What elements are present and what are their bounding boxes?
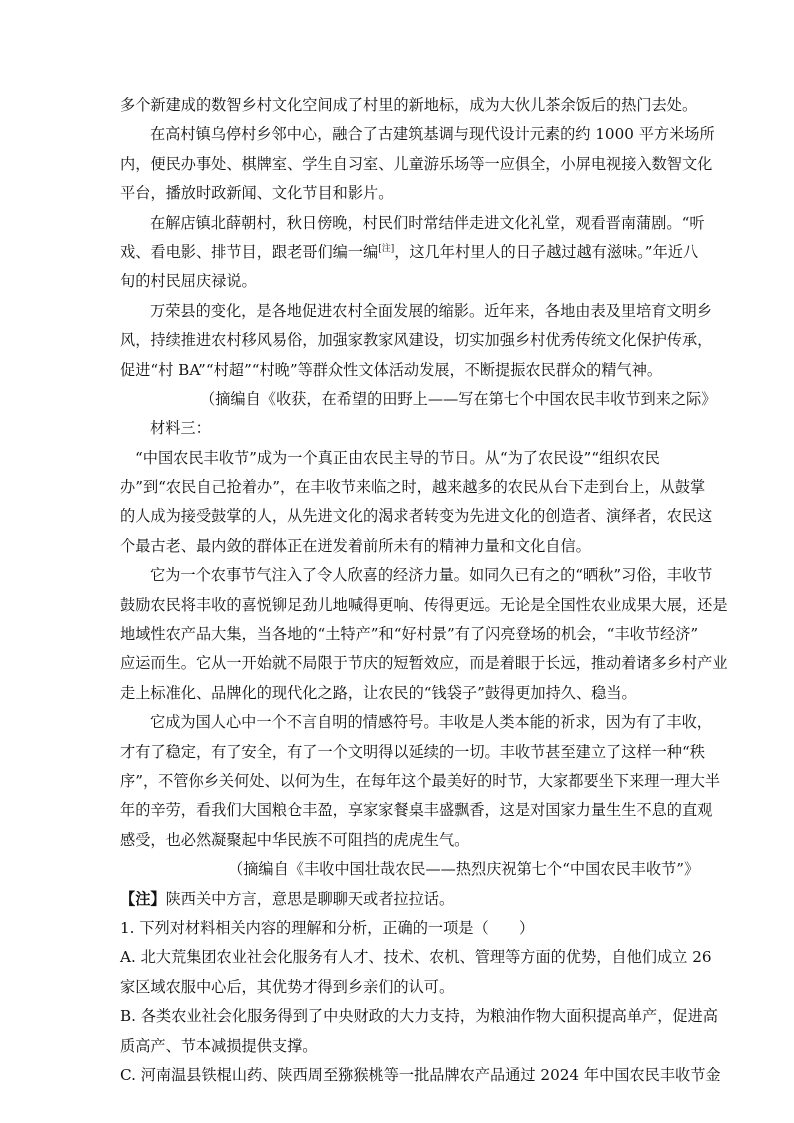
text-line: “中国农民丰收节”成为一个真正由农民主导的节日。从“为了农民设”“组织农民 bbox=[135, 448, 660, 467]
text-line: 的人成为接受鼓掌的人，从先进文化的渴求者转变为先进文化的创造者、演绎者，农民这 bbox=[120, 507, 713, 526]
note-label: 【注】 bbox=[120, 889, 166, 908]
option-a-cont: 家区域农服中心后，其优势才得到乡亲们的认可。 bbox=[120, 977, 455, 996]
text-line: 在高村镇乌停村乡邻中心，融合了古建筑基调与现代设计元素的约 1000 平方米场所 bbox=[150, 125, 715, 144]
question-stem: 1. 下列对材料相关内容的理解和分析，正确的一项是（ ） bbox=[120, 918, 535, 937]
source-citation: （摘编自《丰收中国壮哉农民——热烈庆祝第七个“中国农民丰收节”》 bbox=[228, 860, 700, 879]
text-line: 走上标准化、品牌化的现代化之路，让农民的“钱袋子”鼓得更加持久、稳当。 bbox=[120, 683, 637, 702]
text-line: 内，便民办事处、棋牌室、学生自习室、儿童游乐场等一应俱全，小屏电视接入数智文化 bbox=[120, 154, 713, 173]
text-line: 它为一个农事节气注入了令人欣喜的经济力量。如同久已有之的“晒秋”习俗，丰收节 bbox=[150, 566, 713, 585]
text-line: 感受，也必然凝聚起中华民族不可阻挡的虎虎生气。 bbox=[120, 830, 470, 849]
text-line: 办”到“农民自己抢着办”，在丰收节来临之时，越来越多的农民从台下走到台上，从鼓掌 bbox=[120, 478, 706, 497]
section-heading: 材料三： bbox=[150, 419, 211, 438]
text-line: 才有了稳定，有了安全，有了一个文明得以延续的一切。丰收节甚至建立了这样一种“秩 bbox=[120, 742, 705, 761]
text-line: 多个新建成的数智乡村文化空间成了村里的新地标，成为大伙儿茶余饭后的热门去处。 bbox=[120, 96, 698, 114]
text-line: 年的辛劳，看我们大国粮仓丰盈，享家家餐桌丰盛飘香，这是对国家力量生生不息的直观 bbox=[120, 801, 713, 820]
option-b-cont: 质高产、节本减损提供支撑。 bbox=[120, 1036, 318, 1055]
text-line: 在解店镇北薛朝村，秋日傍晚，村民们时常结伴走进文化礼堂，观看晋南蒲剧。“听 bbox=[150, 213, 705, 232]
text-line: 促进“村 BA”“村超”“村晚”等群众性文体活动发展，不断提振农民群众的精气神。 bbox=[120, 360, 663, 379]
text-line: 风，持续推进农村移风易俗，加强家教家风建设，切实加强乡村优秀传统文化保护传承， bbox=[120, 331, 713, 350]
text-line bbox=[120, 238, 699, 267]
text-line: 应运而生。它从一开始就不局限于节庆的短暂效应，而是着眼于长远，推动着诸多乡村产业 bbox=[120, 654, 728, 673]
option-c: C. 河南温县铁棍山药、陕西周至猕猴桃等一批品牌农产品通过 2024 年中国农民丰收节金 bbox=[120, 1065, 721, 1084]
text-line: 个最古老、最内敛的群体正在迸发着前所未有的精神力量和文化自信。 bbox=[120, 536, 591, 555]
text-line: 序”，不管你乡关何处、以何为生，在每年这个最美好的时节，大家都要坐下来理一理大半 bbox=[120, 771, 721, 790]
source-citation: （摘编自《收获，在希望的田野上——写在第七个中国农民丰收节到来之际》 bbox=[200, 389, 717, 408]
text-segment: 戏、看电影、排节目，跟老哥们编一编 bbox=[120, 242, 379, 261]
text-line: 它成为国人心中一个不言自明的情感符号。丰收是人类本能的祈求，因为有了丰收， bbox=[150, 713, 712, 732]
note-text: 陕西关中方言，意思是聊聊天或者拉拉话。 bbox=[165, 889, 455, 908]
note-line bbox=[120, 885, 680, 914]
document-page bbox=[120, 91, 728, 1090]
text-line: 鼓励农民将丰收的喜悦铆足劲儿地喊得更响、传得更远。无论是全国性农业成果大展，还是 bbox=[120, 595, 728, 614]
footnote-mark: [注] bbox=[378, 243, 395, 254]
option-a: A. 北大荒集团农业社会化服务有人才、技术、农机、管理等方面的优势，自他们成立 26 bbox=[120, 948, 712, 967]
text-line: 旬的村民屈庆禄说。 bbox=[120, 272, 257, 291]
text-line: 万荣县的变化，是各地促进农村全面发展的缩影。近年来，各地由表及里培育文明乡 bbox=[150, 301, 712, 320]
text-line: 平台，播放时政新闻、文化节目和影片。 bbox=[120, 184, 394, 203]
option-b: B. 各类农业社会化服务得到了中央财政的大力支持，为粮油作物大面积提高单产，促进高 bbox=[120, 1007, 718, 1026]
text-line: 地域性农产品大集，当各地的“土特产”和“好村景”有了闪亮登场的机会，“丰收节经济” bbox=[120, 625, 699, 644]
text-segment: ，这几年村里人的日子越过越有滋味。”年近八 bbox=[394, 242, 699, 261]
